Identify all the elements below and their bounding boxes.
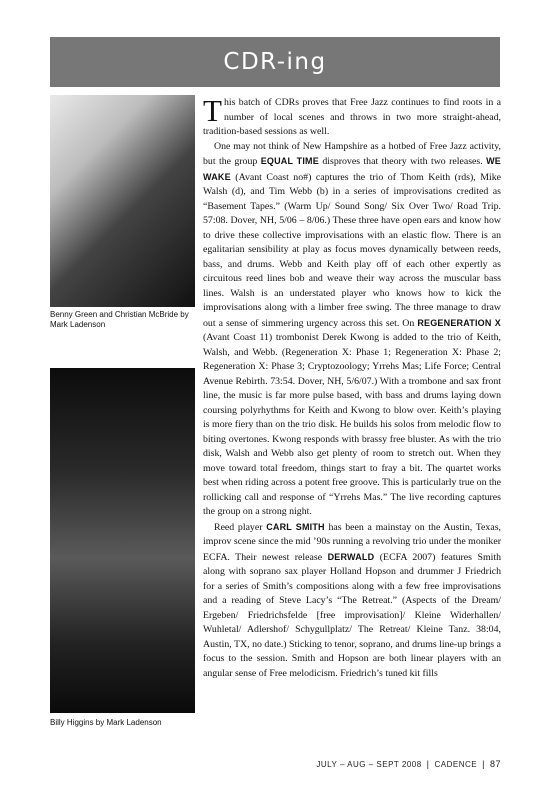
page-footer	[316, 759, 501, 769]
page-number: 87	[489, 759, 501, 769]
issue-date: JULY – AUG – SEPT 2008	[316, 759, 422, 769]
paragraph	[203, 93, 501, 140]
paragraph-text: disproves that theory with two releases.	[318, 156, 487, 167]
photo-billy-higgins	[50, 368, 195, 713]
paragraph-text: (Avant Coast no#) captures the trio of Thom Keith (rds), Mike Walsh (d), and Tim Webb (b) in a series of improvisations credited as “Basement Tapes.” (Warm Up/ Sound Song/ Six Over Two/ Road Trip. 57:08. Dover, NH, 5/06 – 8/06.) These three have open ears and know how to drive these collective improvisations with an elastic flow. There is an egalitarian sensibility at play as focus moves dynamically between reeds, bass, and drums. Webb and Keith play off of each other expertly as circuitous reed lines bob and weave their way across the muscular bass lines. Walsh is an understated player who knows how to kick the improvisations along with a limber free swing. The three manage to draw out a sense of simmering urgency across this set. On	[203, 171, 501, 329]
paragraph	[203, 140, 501, 520]
paragraph	[203, 520, 501, 682]
section-banner	[50, 37, 500, 87]
album-title: EQUAL TIME	[260, 156, 319, 166]
paragraph-text: (ECFA 2007) features Smith along with soprano sax player Holland Hopson and drummer J Friedrich for a series of Smith’s compositions along with a few free improvisations and a reading of Steve Lacy’s “The Retreat.” (Aspects of the Dream/ Ergeben/ Friedrichsfelde [free improvisation]/ Kleine Widerhallen/ Wuhletal/ Adlershof/ Schygullplatz/ The Retreat/ Kleine Tanz. 38:04, Austin, TX, no date.) Sticking to tenor, soprano, and drums line-up brings a focus to the session. Smith and Hopson are both linear players with an angular sense of Free melodicism. Friedrich’s tuned kit fills	[203, 551, 502, 679]
photo-caption: Benny Green and Christian McBride by Mark Ladenson	[50, 310, 189, 329]
paragraph-text: One may not think of New Hampshire as a hotbed of Free Jazz activity, but the group	[203, 140, 501, 167]
paragraph-text: his batch of CDRs proves that Free Jazz continues to find roots in a number of local scenes and throws in two more straight-ahead, tradition-based sessions as well.	[203, 97, 501, 137]
footer-divider: |	[426, 759, 430, 769]
photo-benny-green-christian-mcbride	[50, 95, 195, 307]
paragraph-text: has been a mainstay on the Austin, Texas, improv scene since the mid ’90s running a revolving trio under the moniker ECFA. Their newest release	[203, 521, 501, 563]
artist-name: CARL SMITH	[266, 521, 325, 532]
paragraph-text: (Avant Coast 11) trombonist Derek Kwong is added to the trio of Keith, Walsh, and Webb. (Regeneration X: Phase 1; Regeneration X: Phase 2; Regeneration X: Phase 3; Cryptozoology; Yrrehs Mas; Life Force; Central Avenue Rebirth. 73:54. Dover, NH, 5/6/07.) With a trombone and sax front line, the music is far more pulse based, with bass and drums laying down coursing polyrhythms for Keith and Kwong to blow over. Keith’s playing is more fiery than on the trio disk. He builds his solos from melodic flow to biting overtones. Kwong responds with brassy free bluster. As with the trio disk, Walsh and Webb also get plenty of room to stretch out. When they move toward total freedom, things start to fray a bit. The quartet works best when riding across a potent free groove. This is particularly true on the rollicking call and response of “Yrrehs Mas.” The live recording captures the group on a strong night.	[203, 332, 501, 517]
album-title: WE WAKE	[203, 156, 501, 182]
article-body	[203, 93, 502, 681]
paragraph-text: Reed player	[214, 521, 267, 533]
album-title: REGENERATION X	[417, 317, 501, 328]
magazine-name: CADENCE	[434, 759, 478, 769]
album-title: DERWALD	[327, 551, 375, 562]
footer-divider: |	[482, 759, 485, 769]
section-title: CDR-ing	[223, 49, 327, 75]
photo-caption: Billy Higgins by Mark Ladenson	[50, 718, 162, 727]
drop-cap: T	[203, 93, 222, 128]
